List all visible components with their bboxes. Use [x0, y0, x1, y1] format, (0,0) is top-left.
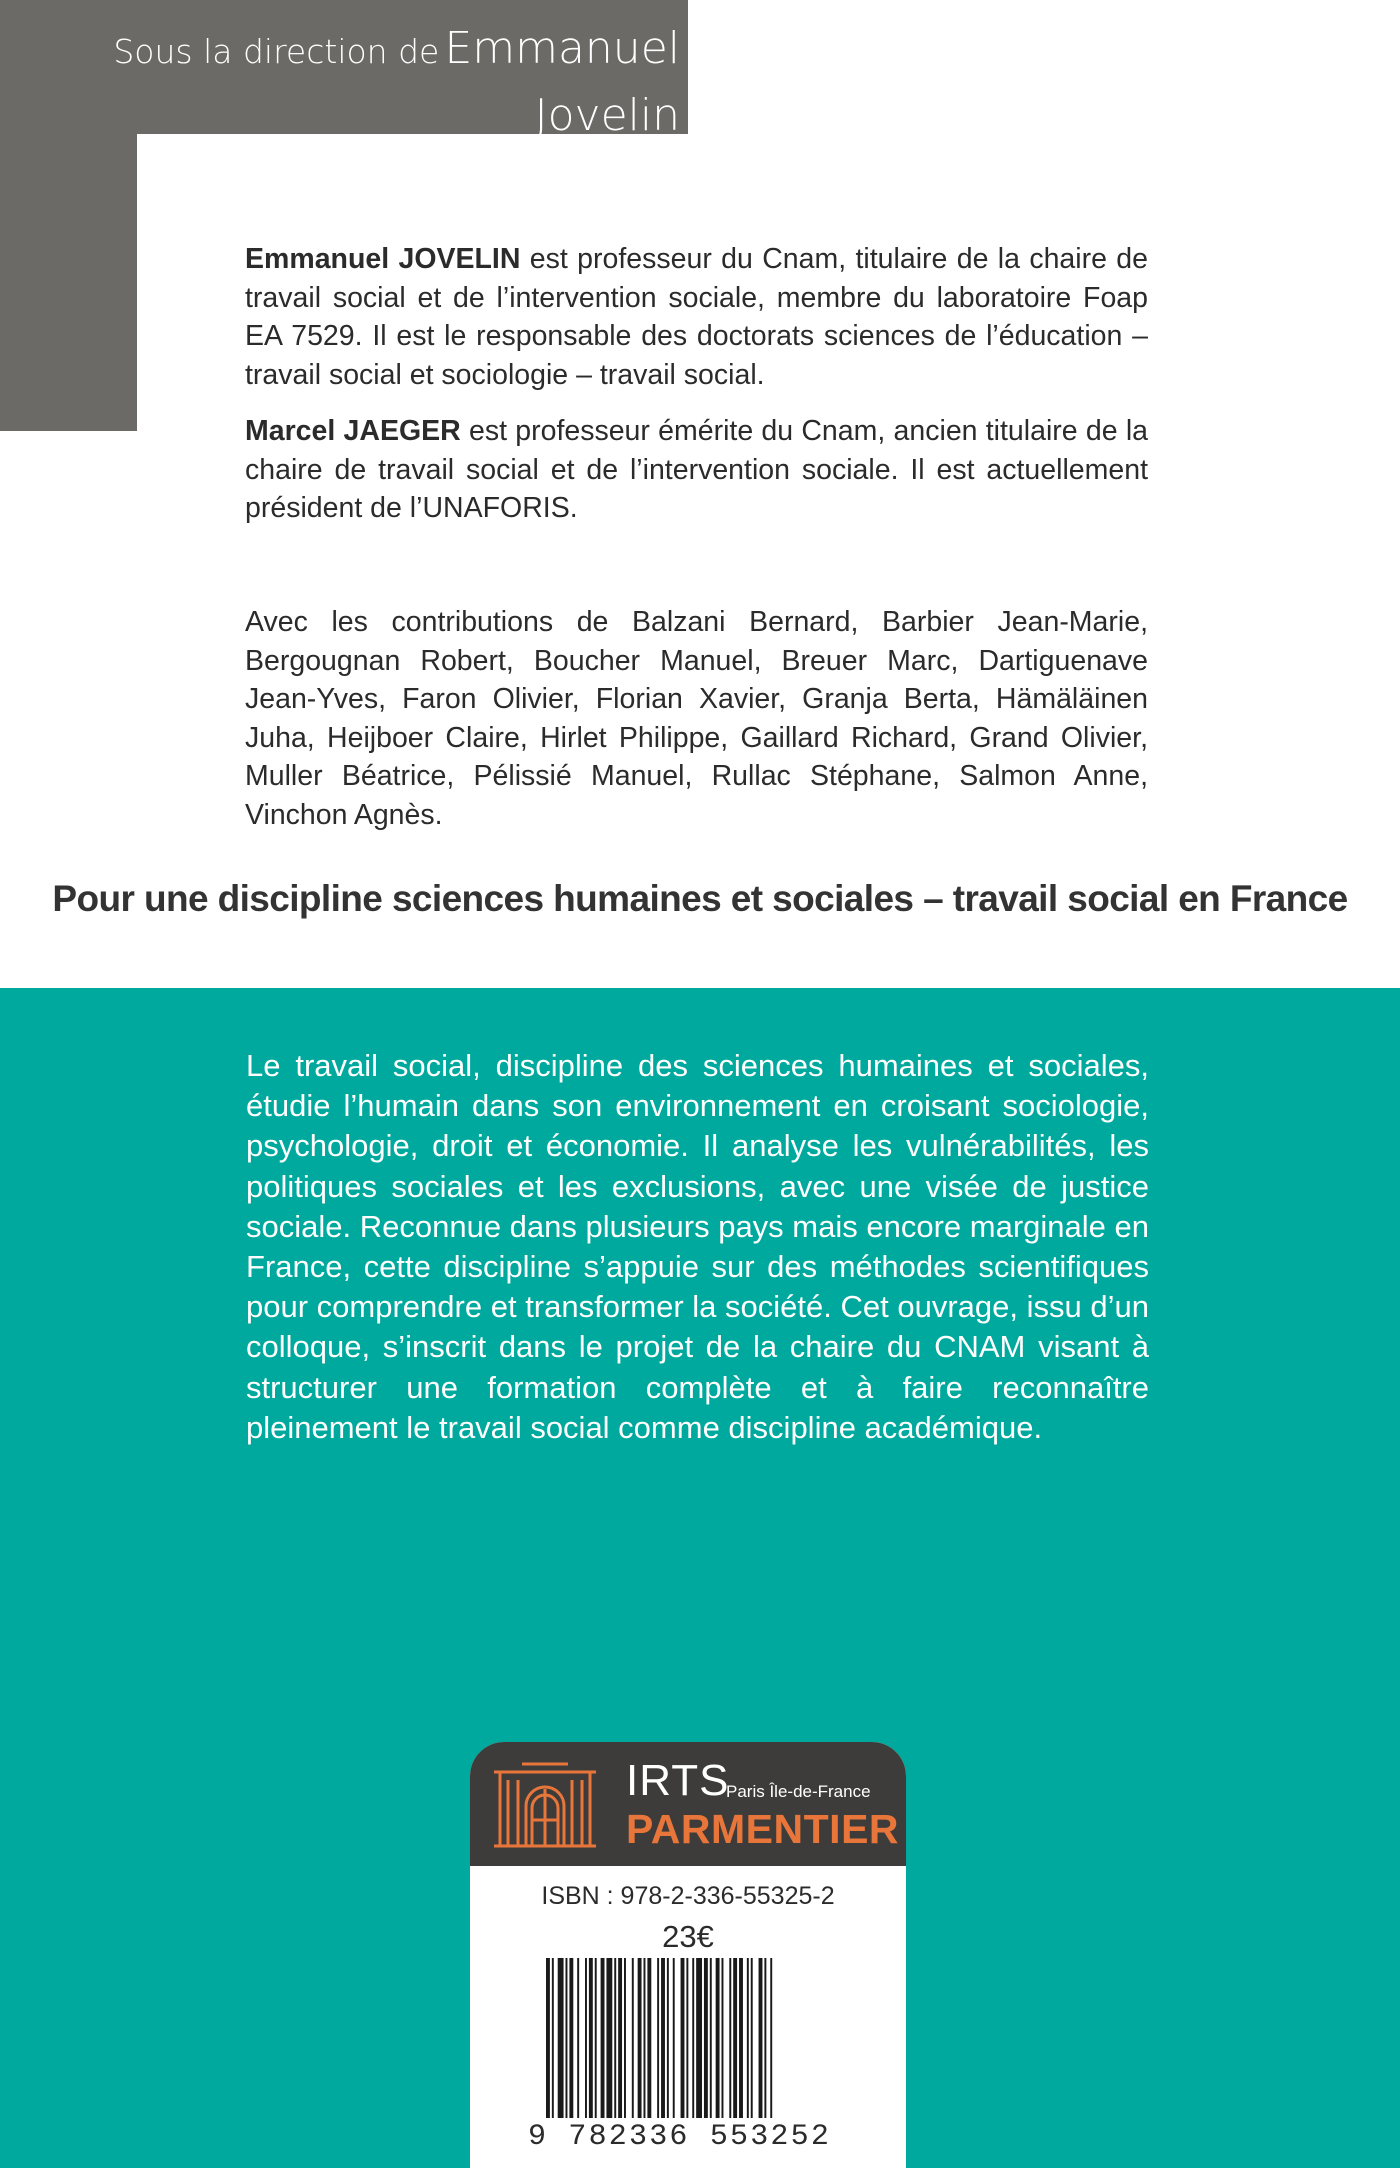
bio-jovelin-name: Emmanuel JOVELIN — [245, 243, 521, 275]
barcode-bar — [624, 1958, 626, 2118]
editor-name-1: Emmanuel Jovelin — [444, 23, 680, 141]
barcode-bar — [558, 1958, 564, 2118]
editors-connector: et — [332, 157, 377, 208]
barcode-bar — [606, 1958, 612, 2118]
editors-prefix: Sous la direction de — [113, 32, 440, 71]
barcode-bar — [696, 1958, 702, 2118]
barcode-bar — [722, 1958, 724, 2118]
barcode-bar — [733, 1958, 737, 2118]
building-icon — [492, 1760, 598, 1848]
contributions: Avec les contributions de Balzani Bernard, Barbier Jean-Marie, Bergougnan Robert, Boucher Manuel, Breuer Marc, Dartiguenave Jean-Yves, Faron Olivier, Florian Xavier, Granja Berta, Hämäläinen Juha, Heijboer Claire, Hirlet Philippe, Gaillard Richard, Grand Olivier, Muller Béatrice, Pélissié Manuel, Rullac Stéphane, Salmon Anne, Vinchon Agnès. — [245, 606, 1148, 831]
barcode-bar — [614, 1958, 616, 2118]
barcode-bar — [686, 1958, 688, 2118]
barcode-bar — [716, 1958, 720, 2118]
publisher-name: IRTS — [626, 1756, 730, 1805]
price: 23€ — [662, 1919, 714, 1954]
editors-line-2 — [10, 154, 680, 221]
barcode-bar — [632, 1958, 634, 2118]
barcode-bar — [647, 1958, 651, 2118]
bio-jovelin — [245, 240, 1148, 394]
editors-heading — [10, 20, 680, 221]
bio-jaeger-name: Marcel JAEGER — [245, 415, 461, 447]
barcode-bar — [618, 1958, 622, 2118]
barcode-bar — [681, 1958, 685, 2118]
barcode-bar — [589, 1958, 593, 2118]
editors-line-1 — [10, 20, 680, 154]
publisher-subname: PARMENTIER — [626, 1806, 900, 1852]
tagline: Pour une discipline sciences humaines et sociales – travail social en France — [52, 878, 1348, 919]
barcode-digits: 9 782336 553252 — [528, 2120, 832, 2154]
barcode-bar — [729, 1958, 731, 2118]
barcode-bar — [764, 1958, 766, 2118]
barcode-bar — [673, 1958, 675, 2118]
barcode-bar — [577, 1958, 579, 2118]
barcode-bar — [552, 1958, 554, 2118]
barcode-bar — [751, 1958, 753, 2118]
barcode-bar — [569, 1958, 573, 2118]
bio-jaeger-text: est professeur émérite du Cnam, ancien titulaire de la chaire de travail social et de l’intervention sociale. Il est actuellement président de l’UNAFORIS. — [245, 415, 1148, 524]
barcode-bar — [770, 1958, 772, 2118]
publisher-region: Paris Île-de-France — [726, 1782, 871, 1801]
barcode-bar — [661, 1958, 665, 2118]
book-summary: Le travail social, discipline des sciences humaines et sociales, étudie l’humain dans son environnement en croisant sociologie, psychologie, droit et économie. Il analyse les vulnérabilités, les politiques sociales et les exclusions, avec une visée de justice sociale. Reconnue dans plusieurs pays mais encore marginale en France, cette discipline s’appuie sur des méthodes scientifiques pour comprendre et transformer la société. Cet ouvrage, issu d’un colloque, s’inscrit dans le projet de la chaire du CNAM visant à structurer une formation complète et à faire reconnaître pleinement le travail social comme discipline académique. — [246, 1048, 1149, 1445]
barcode-card — [470, 1742, 906, 2168]
barcode-bar — [747, 1958, 749, 2118]
barcode-bar — [739, 1958, 743, 2118]
barcode-bar — [667, 1958, 669, 2118]
barcode-bar — [566, 1958, 568, 2118]
barcode-bar — [657, 1958, 659, 2118]
editor-name-2: Marcel Jaeger — [381, 157, 680, 208]
barcode-bar — [638, 1958, 642, 2118]
barcode-bar — [759, 1958, 763, 2118]
barcode-bar — [692, 1958, 694, 2118]
barcode-bar — [601, 1958, 605, 2118]
bio-jaeger — [245, 412, 1148, 528]
barcode-bar — [710, 1958, 712, 2118]
barcode-bar — [546, 1958, 550, 2118]
barcode — [546, 1958, 832, 2118]
barcode-bar — [704, 1958, 708, 2118]
barcode-bar — [585, 1958, 587, 2118]
bio-jovelin-text: est professeur du Cnam, titulaire de la chaire de travail social et de l’intervention sociale, membre du laboratoire Foap EA 7529. Il est le responsable des doctorats sciences de l’éducation – travail social et sociologie – travail social. — [245, 243, 1148, 391]
publisher-logo — [470, 1742, 906, 1866]
barcode-bar — [595, 1958, 597, 2118]
barcode-bar — [644, 1958, 646, 2118]
isbn: ISBN : 978-2-336-55325-2 — [541, 1882, 835, 1910]
